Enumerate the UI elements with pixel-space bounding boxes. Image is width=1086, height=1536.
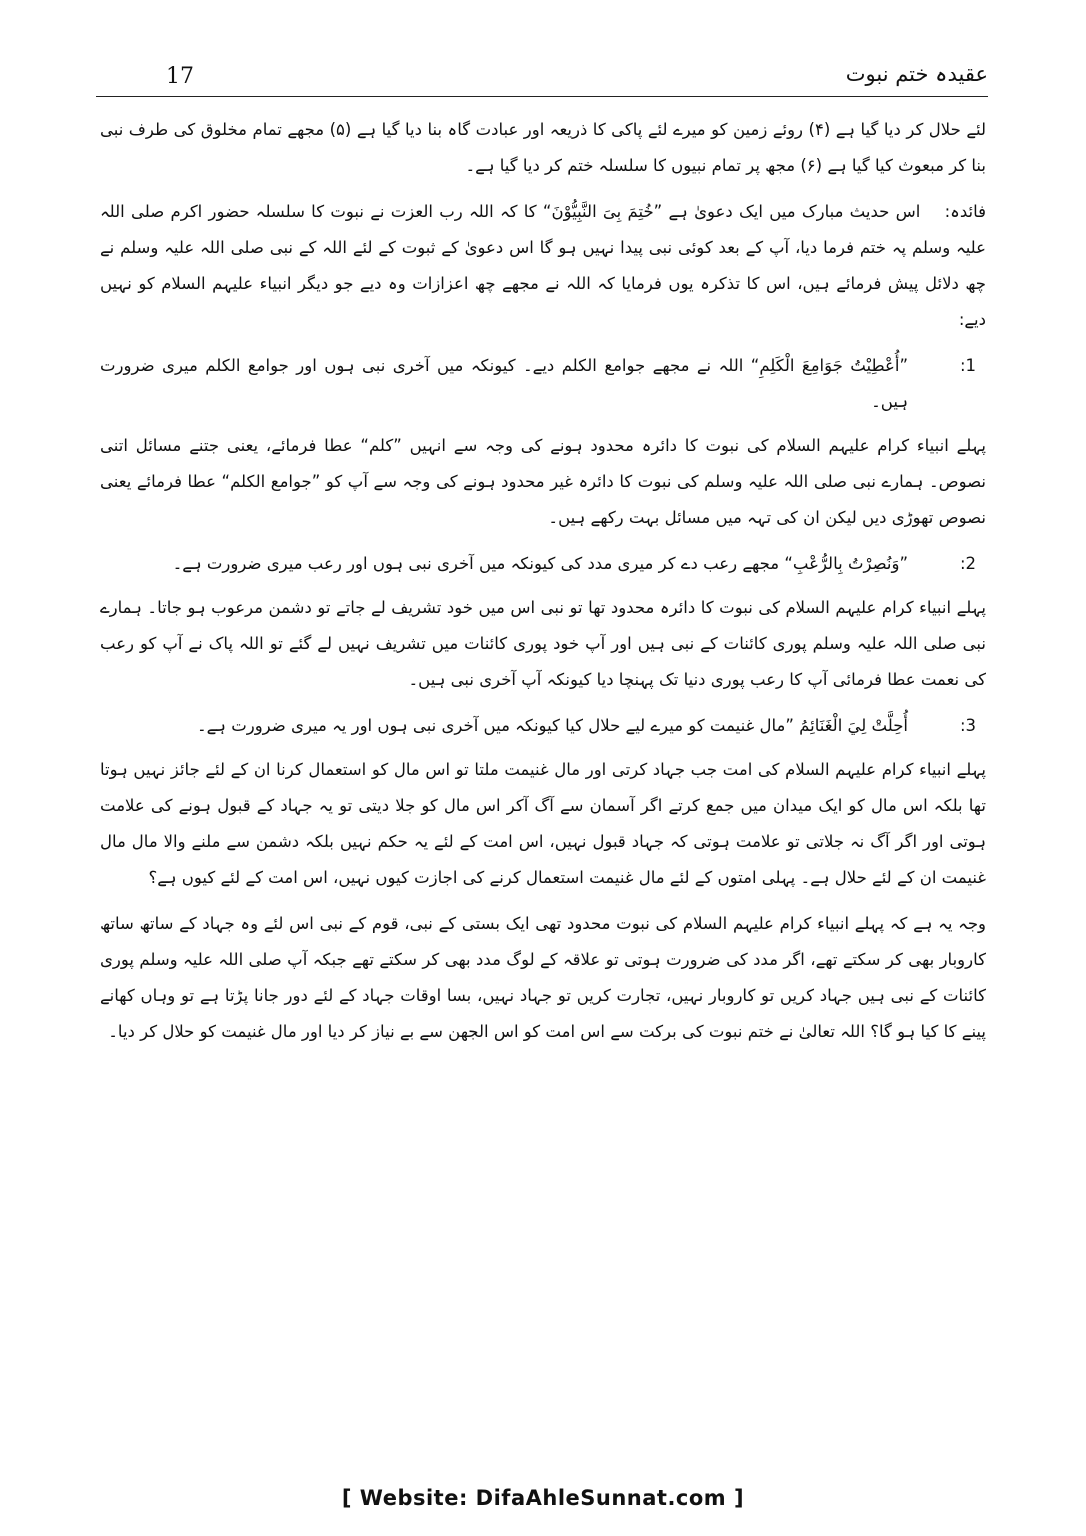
website-footer: [ Website: DifaAhleSunnat.com ] <box>341 1486 745 1510</box>
point-number: 2: <box>959 554 977 573</box>
numbered-point-3 <box>100 708 986 744</box>
numbered-point-1 <box>100 348 986 420</box>
paragraph-hadith-continuation: لئے حلال کر دیا گیا ہے (۴) روئے زمین کو میرے لئے پاکی کا ذریعہ اور عبادت گاہ بنا دیا گیا ہے (۵) مجھے تمام مخلوق کی طرف نبی بنا کر مبعوث کیا گیا ہے (۶) مجھ پر تمام نبیوں کا سلسلہ ختم کر دیا گیا ہے۔ <box>100 120 986 175</box>
paragraph-mal-e-ghanimat: پہلے انبیاء کرام علیہم السلام کی امت جب جہاد کرتی اور مال غنیمت ملتا تو اس مال کو استعمال کرنا ان کے لئے جائز نہیں ہوتا تھا بلکہ اس مال کو ایک میدان میں جمع کرتے اگر آسمان سے آگ آکر اس مال کو جلا دیتی تو یہ جہاد کے قبول ہونے کی علامت ہوتی اور اگر آگ نہ جلاتی تو علامت ہوتی کہ جہاد قبول نہیں، اس امت کے لئے یہ حکم نہیں بلکہ دشمن سے ملنے والا مال مال غنیمت ان کے لئے حلال ہے۔ پہلی امتوں کے لئے مال غنیمت استعمال کرنے کی اجازت کیوں نہیں، اس امت کے لئے کیوں ہے؟ <box>100 760 986 887</box>
point-text: أُحِلَّتْ لِيَ الْغَنَائِمُ ”مال غنیمت کو میرے لیے حلال کیا کیونکہ میں آخری نبی ہوں اور یہ میری ضرورت ہے۔ <box>196 716 908 735</box>
paragraph-rob: پہلے انبیاء کرام علیہم السلام کی نبوت کا دائرہ محدود تھا تو نبی اس میں خود تشریف لے جاتے تو دشمن مرعوب ہو جاتا۔ ہمارے نبی صلی اللہ علیہ وسلم پوری کائنات کے نبی ہیں اور آپ خود پوری کائنات میں تشریف نہیں لے گئے تو اللہ پاک نے آپ کو رعب کی نعمت عطا فرمائی آپ کا رعب پوری دنیا تک پہنچا دیا کیونکہ آپ آخری نبی ہیں۔ <box>100 598 986 689</box>
faida-text: اس حدیث مبارک میں ایک دعویٰ ہے ”خُتِمَ بِیَ النَّبِیُّوْنَ“ کا کہ اللہ رب العزت نے نبوت کا سلسلہ حضور اکرم صلی اللہ علیہ وسلم پہ ختم فرما دیا، آپ کے بعد کوئی نبی پیدا نہیں ہو گا اس دعویٰ کے ثبوت کے لئے اللہ کے نبی صلی اللہ علیہ وسلم نے چھ دلائل پیش فرمائے ہیں، اس کا تذکرہ یوں فرمایا کہ اللہ نے مجھے چھ اعزازات وہ دیے جو دیگر انبیاء علیہم السلام کو نہیں دیے: <box>100 202 986 329</box>
faida-label: فائدہ: <box>944 202 986 221</box>
point-text: ”وَنُصِرْتُ بِالرُّعْبِ“ مجھے رعب دے کر میری مدد کی کیونکہ میں آخری نبی ہوں اور رعب میری ضرورت ہے۔ <box>172 554 908 573</box>
numbered-point-2 <box>100 546 986 582</box>
point-number: 1: <box>959 356 977 375</box>
paragraph-wajah: وجہ یہ ہے کہ پہلے انبیاء کرام علیہم السلام کی نبوت محدود تھی ایک بستی کے نبی، قوم کے نبی اس لئے وہ جہاد کے ساتھ ساتھ کاروبار بھی کر سکتے تھے، اگر مدد کی ضرورت ہوتی تو علاقہ کے لوگ مدد بھی کر سکتے تھے جبکہ آپ صلی اللہ علیہ وسلم پوری کائنات کے نبی ہیں جہاد کریں تو کاروبار نہیں، تجارت کریں تو جہاد نہیں، بسا اوقات جہاد کے لئے دور جانا پڑتا ہے تو وہاں کھانے پینے کا کیا ہو گا؟ اللہ تعالیٰ نے ختم نبوت کی برکت سے اس امت کو اس الجھن سے بے نیاز کر دیا اور مال غنیمت کو حلال کر دیا۔ <box>100 914 986 1041</box>
point-text: ”أُعْطِیْتُ جَوَامِعَ الْكَلِمِ“ اللہ نے مجھے جوامع الکلم دیے۔ کیونکہ میں آخری نبی ہوں اور جوامع الکلم میری ضرورت ہیں۔ <box>100 356 908 411</box>
page-number: 17 <box>166 64 194 89</box>
point-number: 3: <box>959 716 977 735</box>
paragraph-faida <box>100 194 986 338</box>
page-header <box>96 62 988 98</box>
page-body <box>100 112 986 1060</box>
header-rule <box>96 96 988 97</box>
running-title: عقیدہ ختم نبوت <box>845 62 988 86</box>
paragraph-jawami-ul-kalim: پہلے انبیاء کرام علیہم السلام کی نبوت کا دائرہ محدود ہونے کی وجہ سے انہیں ”کلم“ عطا فرمائے، یعنی جتنے مسائل اتنی نصوص۔ ہمارے نبی صلی اللہ علیہ وسلم کی نبوت کا دائرہ غیر محدود ہونے کی وجہ سے آپ کو ”جوامع الکلم“ عطا فرمائے یعنی نصوص تھوڑی دیں لیکن ان کی تہہ میں مسائل بہت رکھے ہیں۔ <box>100 436 986 527</box>
